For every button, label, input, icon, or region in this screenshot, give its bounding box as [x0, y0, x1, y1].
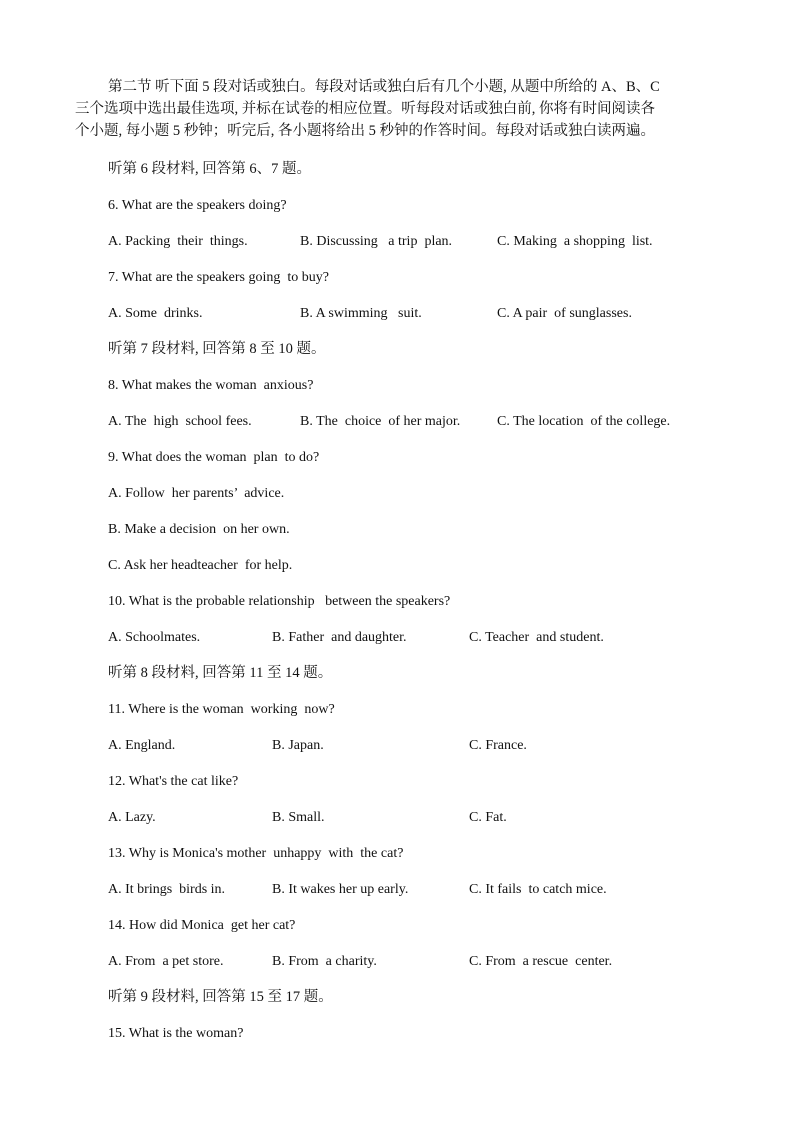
section-instructions: [75, 76, 725, 142]
q8-option-b: B. The choice of her major.: [300, 414, 461, 429]
question-13: 13. Why is Monica's mother unhappy with the cat?: [108, 846, 404, 861]
question-11: 11. Where is the woman working now?: [108, 702, 335, 717]
q6-option-c: C. Making a shopping list.: [497, 234, 653, 249]
question-15: 15. What is the woman?: [108, 1026, 244, 1041]
q13-option-a: A. It brings birds in.: [108, 882, 226, 897]
q12-option-a: A. Lazy.: [108, 810, 156, 825]
instruction-line: 三个选项中选出最佳选项, 并标在试卷的相应位置。听每段对话或独白前, 你将有时间阅读各: [75, 101, 655, 117]
question-8: 8. What makes the woman anxious?: [108, 378, 314, 393]
section-heading: 听第 7 段材料, 回答第 8 至 10 题。: [108, 341, 326, 357]
question-12: 12. What's the cat like?: [108, 774, 239, 789]
q10-option-a: A. Schoolmates.: [108, 630, 201, 645]
section-heading: 听第 8 段材料, 回答第 11 至 14 题。: [108, 665, 333, 681]
q8-option-c: C. The location of the college.: [497, 414, 671, 429]
q14-option-a: A. From a pet store.: [108, 954, 224, 969]
q6-option-a: A. Packing their things.: [108, 234, 248, 249]
q10-option-b: B. Father and daughter.: [272, 630, 407, 645]
question-14: 14. How did Monica get her cat?: [108, 918, 296, 933]
q7-option-c: C. A pair of sunglasses.: [497, 306, 632, 321]
q7-option-b: B. A swimming suit.: [300, 306, 422, 321]
q14-option-b: B. From a charity.: [272, 954, 377, 969]
question-7: 7. What are the speakers going to buy?: [108, 270, 329, 285]
q11-option-c: C. France.: [469, 738, 527, 753]
q6-option-b: B. Discussing a trip plan.: [300, 234, 453, 249]
q9-option-a: A. Follow her parents’ advice.: [108, 486, 285, 501]
instruction-line: 个小题, 每小题 5 秒钟；听完后, 各小题将给出 5 秒钟的作答时间。每段对话或独白读两遍。: [75, 123, 655, 139]
section-heading: 听第 6 段材料, 回答第 6、7 题。: [108, 161, 311, 177]
q10-option-c: C. Teacher and student.: [469, 630, 604, 645]
q9-option-b: B. Make a decision on her own.: [108, 522, 290, 537]
question-6: 6. What are the speakers doing?: [108, 198, 287, 213]
q12-option-c: C. Fat.: [469, 810, 507, 825]
section-heading: 听第 9 段材料, 回答第 15 至 17 题。: [108, 989, 333, 1005]
q12-option-b: B. Small.: [272, 810, 325, 825]
q7-option-a: A. Some drinks.: [108, 306, 203, 321]
q11-option-b: B. Japan.: [272, 738, 324, 753]
question-9: 9. What does the woman plan to do?: [108, 450, 320, 465]
q8-option-a: A. The high school fees.: [108, 414, 252, 429]
question-10: 10. What is the probable relationship between the speakers?: [108, 594, 451, 609]
q13-option-c: C. It fails to catch mice.: [469, 882, 607, 897]
q11-option-a: A. England.: [108, 738, 176, 753]
q13-option-b: B. It wakes her up early.: [272, 882, 409, 897]
instruction-line: 第二节 听下面 5 段对话或独白。每段对话或独白后有几个小题, 从题中所给的 A、B、C: [108, 79, 660, 95]
q9-option-c: C. Ask her headteacher for help.: [108, 558, 293, 573]
q14-option-c: C. From a rescue center.: [469, 954, 613, 969]
